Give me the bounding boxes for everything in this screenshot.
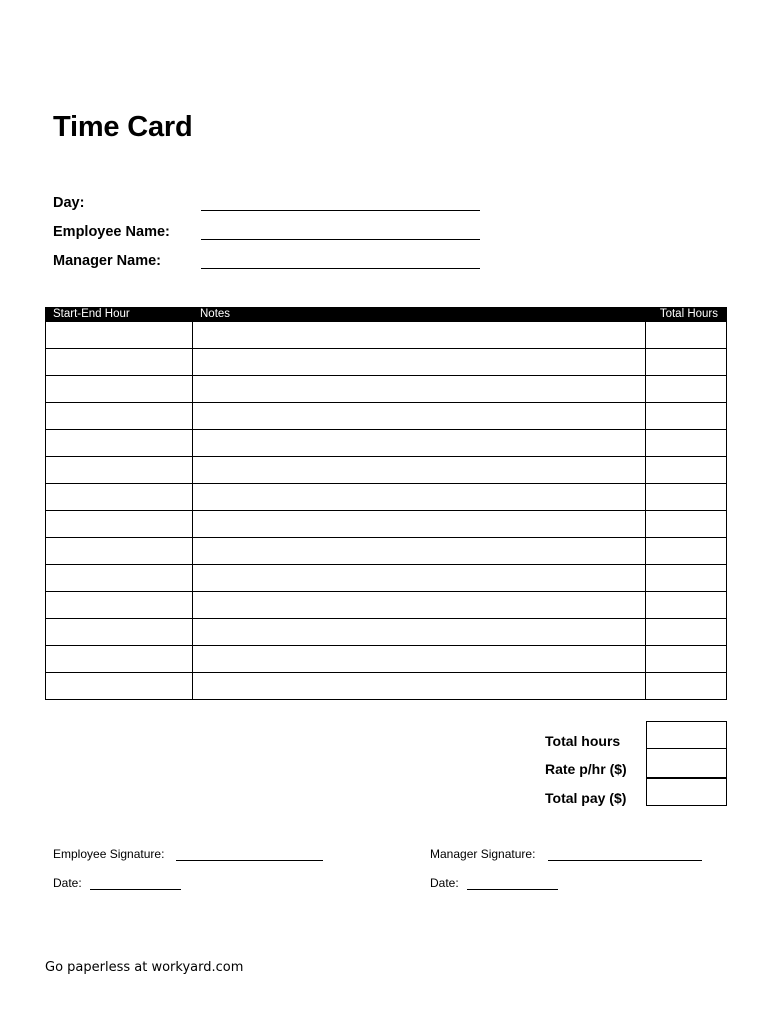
total-hours-label: Total hours: [545, 733, 621, 749]
notes-cell[interactable]: [193, 538, 646, 564]
notes-cell[interactable]: [193, 376, 646, 402]
notes-cell[interactable]: [193, 457, 646, 483]
notes-cell[interactable]: [193, 430, 646, 456]
start-end-hour-cell[interactable]: [46, 673, 193, 699]
notes-cell[interactable]: [193, 403, 646, 429]
notes-cell[interactable]: [193, 322, 646, 348]
manager-date-field[interactable]: [467, 889, 558, 890]
rate-per-hour-field[interactable]: [646, 749, 727, 778]
start-end-hour-cell[interactable]: [46, 592, 193, 618]
total-hours-cell[interactable]: [646, 592, 726, 618]
table-body: [45, 322, 727, 700]
start-end-hour-cell[interactable]: [46, 619, 193, 645]
start-end-hour-cell[interactable]: [46, 430, 193, 456]
table-row: [46, 483, 726, 510]
employee-signature-label: Employee Signature:: [53, 847, 165, 861]
start-end-hour-cell[interactable]: [46, 484, 193, 510]
total-hours-cell[interactable]: [646, 349, 726, 375]
table-row: [46, 375, 726, 402]
manager-name-field[interactable]: [201, 268, 480, 269]
notes-cell[interactable]: [193, 646, 646, 672]
notes-cell[interactable]: [193, 511, 646, 537]
start-end-hour-cell[interactable]: [46, 403, 193, 429]
manager-name-label: Manager Name:: [53, 253, 161, 269]
notes-cell[interactable]: [193, 619, 646, 645]
start-end-hour-cell[interactable]: [46, 538, 193, 564]
table-row: [46, 348, 726, 375]
notes-cell[interactable]: [193, 673, 646, 699]
total-hours-cell[interactable]: [646, 565, 726, 591]
table-header: [45, 307, 727, 322]
start-end-hour-cell[interactable]: [46, 457, 193, 483]
table-row: [46, 537, 726, 564]
total-hours-field[interactable]: [646, 721, 727, 749]
day-label: Day:: [53, 195, 85, 211]
total-hours-cell[interactable]: [646, 376, 726, 402]
manager-signature-label: Manager Signature:: [430, 847, 536, 861]
column-notes: Notes: [200, 308, 231, 320]
notes-cell[interactable]: [193, 592, 646, 618]
total-hours-cell[interactable]: [646, 673, 726, 699]
start-end-hour-cell[interactable]: [46, 376, 193, 402]
table-row: [46, 429, 726, 456]
column-start-end-hour: Start-End Hour: [53, 308, 130, 320]
manager-date-label: Date:: [430, 876, 459, 890]
total-hours-cell[interactable]: [646, 430, 726, 456]
table-row: [46, 618, 726, 645]
start-end-hour-cell[interactable]: [46, 349, 193, 375]
total-hours-cell[interactable]: [646, 322, 726, 348]
employee-date-field[interactable]: [90, 889, 181, 890]
time-entries-table: [45, 307, 727, 700]
table-row: [46, 402, 726, 429]
total-hours-cell[interactable]: [646, 538, 726, 564]
notes-cell[interactable]: [193, 565, 646, 591]
notes-cell[interactable]: [193, 349, 646, 375]
table-row: [46, 591, 726, 618]
rate-per-hour-label: Rate p/hr ($): [545, 761, 627, 777]
start-end-hour-cell[interactable]: [46, 322, 193, 348]
total-hours-cell[interactable]: [646, 457, 726, 483]
employee-date-label: Date:: [53, 876, 82, 890]
total-pay-label: Total pay ($): [545, 790, 627, 806]
start-end-hour-cell[interactable]: [46, 646, 193, 672]
total-hours-cell[interactable]: [646, 619, 726, 645]
employee-name-label: Employee Name:: [53, 224, 170, 240]
total-hours-cell[interactable]: [646, 403, 726, 429]
footer-note: Go paperless at workyard.com: [45, 960, 244, 975]
total-pay-field[interactable]: [646, 778, 727, 806]
page-title: Time Card: [53, 111, 193, 143]
start-end-hour-cell[interactable]: [46, 511, 193, 537]
table-row: [46, 672, 726, 699]
manager-signature-field[interactable]: [548, 860, 702, 861]
table-row: [46, 564, 726, 591]
notes-cell[interactable]: [193, 484, 646, 510]
total-hours-cell[interactable]: [646, 646, 726, 672]
total-hours-cell[interactable]: [646, 511, 726, 537]
table-row: [46, 322, 726, 348]
table-row: [46, 510, 726, 537]
column-total-hours: Total Hours: [659, 308, 718, 320]
start-end-hour-cell[interactable]: [46, 565, 193, 591]
table-row: [46, 456, 726, 483]
employee-name-field[interactable]: [201, 239, 480, 240]
employee-signature-field[interactable]: [176, 860, 323, 861]
day-field[interactable]: [201, 210, 480, 211]
total-hours-cell[interactable]: [646, 484, 726, 510]
table-row: [46, 645, 726, 672]
